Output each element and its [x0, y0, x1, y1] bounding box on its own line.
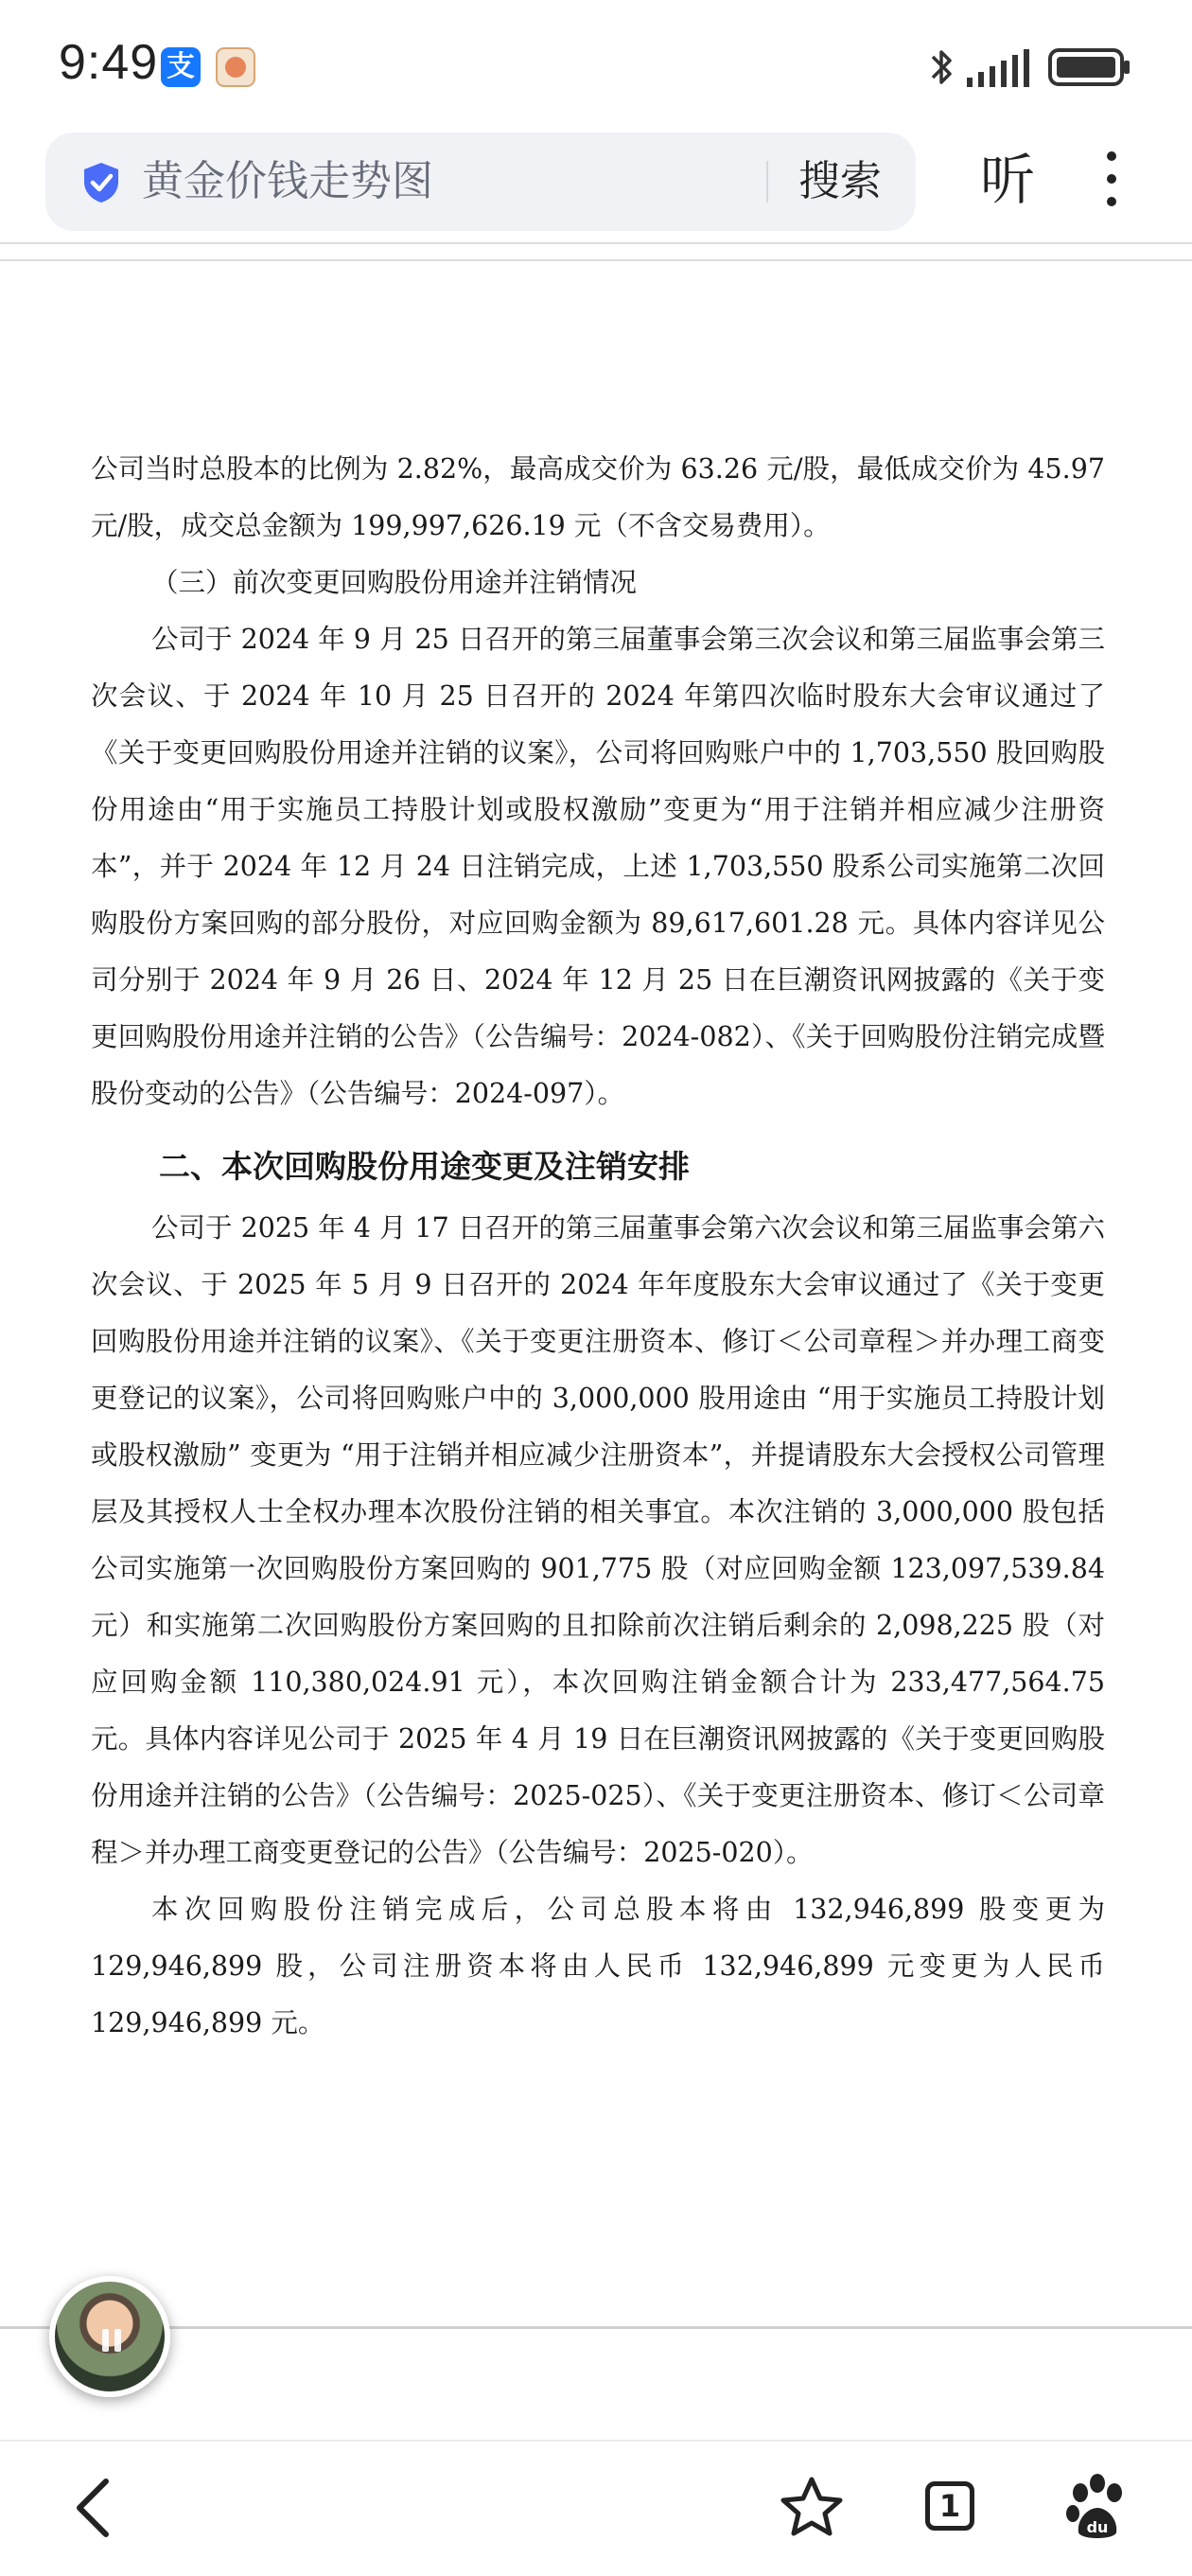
status-time: 9:49 — [59, 35, 159, 90]
doc-paragraph: 本次回购股份注销完成后，公司总股本将由 132,946,899 股变更为 129,946,899 股，公司注册资本将由人民币 132,946,899 元变更为人民币 129,946,899 元。 — [91, 1894, 1105, 2038]
baidu-paw-icon[interactable] — [1060, 2470, 1135, 2546]
bottom-toolbar — [0, 2440, 1192, 2576]
tab-count: 1 — [925, 2481, 974, 2531]
status-bar — [0, 0, 1192, 132]
signal-icon — [967, 49, 1031, 87]
page-bottom-edge — [0, 2326, 1192, 2329]
header-divider — [0, 242, 1192, 244]
tabs-icon[interactable] — [916, 2470, 991, 2546]
back-arrow-icon[interactable] — [57, 2470, 132, 2546]
toy-app-icon — [216, 47, 255, 87]
doc-section-heading: 二、本次回购股份用途变更及注销安排 — [159, 1148, 690, 1185]
bluetooth-icon — [927, 45, 955, 89]
shield-icon — [81, 161, 121, 204]
video-thumbnail-avatar[interactable] — [49, 2276, 170, 2397]
doc-paragraph: 公司当时总股本的比例为 2.82%，最高成交价为 63.26 元/股，最低成交价为 45.97 元/股，成交总金额为 199,997,626.19 元（不含交易费用）。 — [91, 453, 1105, 541]
document-page — [91, 441, 1105, 2052]
search-divider — [766, 161, 768, 203]
pause-icon — [98, 2329, 125, 2354]
page-top-edge — [0, 259, 1192, 261]
search-bar[interactable] — [45, 132, 916, 231]
doc-subheading: （三）前次变更回购股份用途并注销情况 — [151, 567, 638, 598]
star-icon[interactable] — [774, 2470, 850, 2546]
alipay-icon: 支 — [161, 47, 201, 87]
svg-text:du: du — [1086, 2518, 1109, 2536]
battery-icon — [1048, 47, 1131, 87]
doc-paragraph: 公司于 2025 年 4 月 17 日召开的第三届董事会第六次会议和第三届监事会第六次会议、于 2025 年 5 月 9 日召开的 2024 年年度股东大会审议通过了《关于变更回购股份用途并注销的议案》、《关于变更注册资本、修订＜公司章程＞并办理工商变更登记的议案》，公司将回购账户中的 3,000,000 股用途由 “用于实施员工持股计划或股权激励” 变更为 “用于注销并相应减少注册资本”，并提请股东大会授权公司管理层及其授权人士全权办理本次股份注销的相关事宜。本次注销的 3,000,000 股包括公司实施第一次回购股份方案回购的 901,775 股（对应回购金额 123,097,539.84 元）和实施第二次回购股份方案回购的且扣除前次注销后剩余的 2,098,225 股（对应回购金额 110,380,024.91 元），本次回购注销金额合计为 233,477,564.75 元。具体内容详见公司于 2025 年 4 月 19 日在巨潮资讯网披露的《关于变更回购股份用途并注销的公告》（公告编号：2025-025）、《关于变更注册资本、修订＜公司章程＞并办理工商变更登记的公告》（公告编号：2025-020）。 — [91, 1212, 1105, 1868]
search-button[interactable]: 搜索 — [798, 157, 882, 205]
more-menu-icon[interactable] — [1105, 151, 1118, 210]
doc-paragraph: 公司于 2024 年 9 月 25 日召开的第三届董事会第三次会议和第三届监事会第三次会议、于 2024 年 10 月 25 日召开的 2024 年第四次临时股东大会审议通过了《关于变更回购股份用途并注销的议案》，公司将回购账户中的 1,703,550 股回购股份用途由“用于实施员工持股计划或股权激励”变更为“用于注销并相应减少注册资本”，并于 2024 年 12 月 24 日注销完成，上述 1,703,550 股系公司实施第二次回购股份方案回购的部分股份，对应回购金额为 89,617,601.28 元。具体内容详见公司分别于 2024 年 9 月 26 日、2024 年 12 月 25 日在巨潮资讯网披露的《关于变更回购股份用途并注销的公告》（公告编号：2024-082）、《关于回购股份注销完成暨股份变动的公告》（公告编号：2024-097）。 — [91, 624, 1105, 1109]
search-input[interactable]: 黄金价钱走势图 — [142, 157, 433, 205]
listen-button[interactable]: 听 — [980, 148, 1036, 212]
